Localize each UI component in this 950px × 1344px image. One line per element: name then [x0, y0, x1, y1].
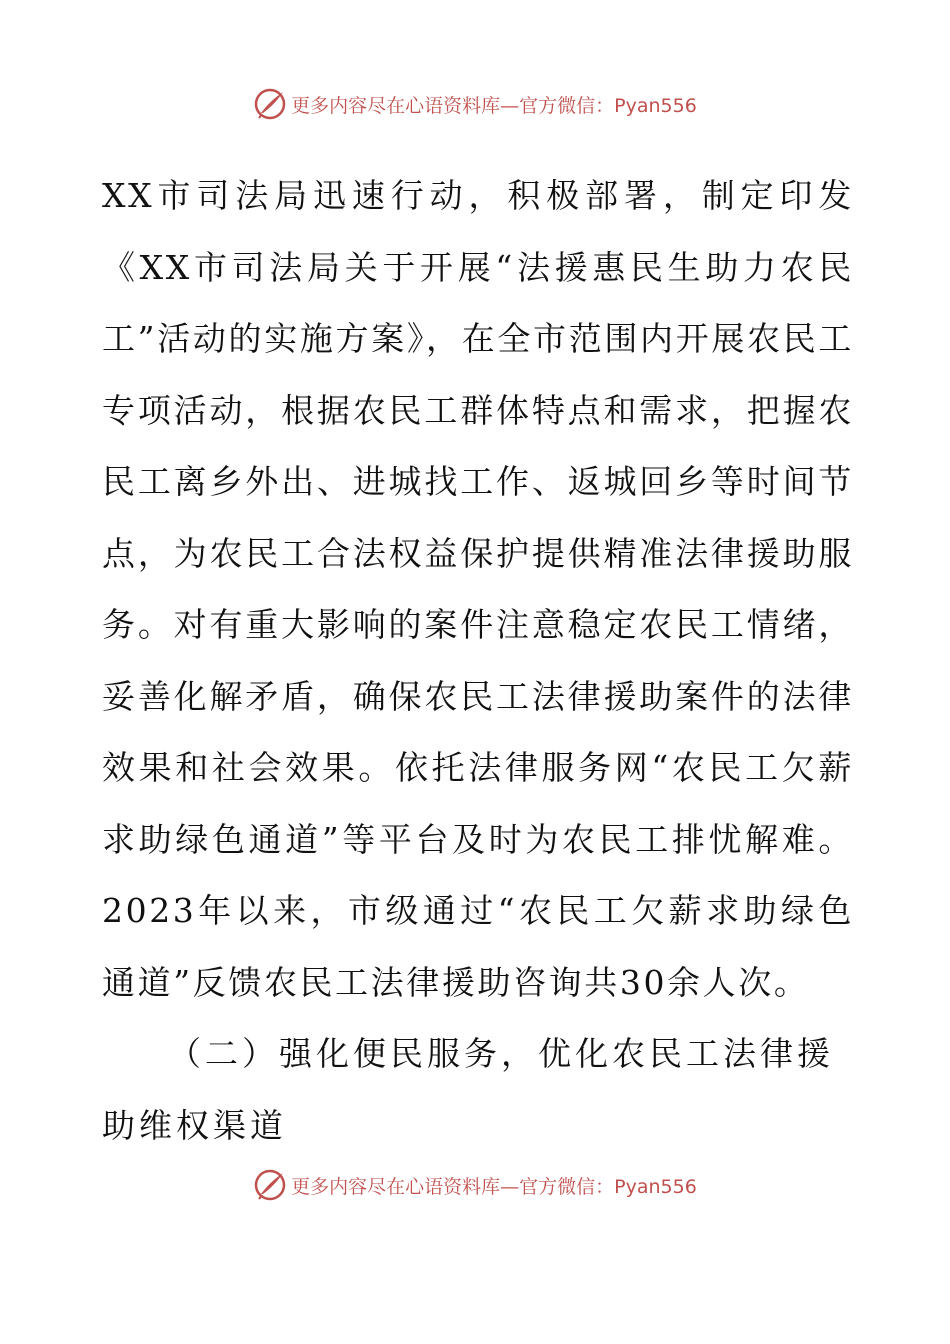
header-banner	[0, 84, 950, 124]
footer-banner	[0, 1165, 950, 1205]
banner-wechat-text: 官方微信：Pyan556	[519, 94, 697, 117]
banner-wechat-text: 官方微信：Pyan556	[519, 1175, 697, 1198]
quill-logo-icon	[253, 1168, 287, 1202]
banner-site-text: 更多内容尽在心语资料库—	[291, 94, 520, 117]
document-body	[102, 160, 854, 1161]
banner-site-text: 更多内容尽在心语资料库—	[291, 1175, 520, 1198]
quill-logo-icon	[253, 87, 287, 121]
section-heading: （二）强化便民服务，优化农民工法律援助维权渠道	[102, 1034, 834, 1145]
body-paragraph: XX市司法局迅速行动，积极部署，制定印发《XX市司法局关于开展“法援惠民生助力农民工”活动的实施方案》，在全市范围内开展农民工专项活动，根据农民工群体特点和需求，把握农民工离乡外出、进城找工作、返城回乡等时间节点，为农民工合法权益保护提供精准法律援助服务。对有重大影响的案件注意稳定农民工情绪，妥善化解矛盾，确保农民工法律援助案件的法律效果和社会效果。依托法律服务网“农民工欠薪求助绿色通道”等平台及时为农民工排忧解难。2023年以来，市级通过“农民工欠薪求助绿色通道”反馈农民工法律援助咨询共30余人次。	[102, 176, 854, 1002]
